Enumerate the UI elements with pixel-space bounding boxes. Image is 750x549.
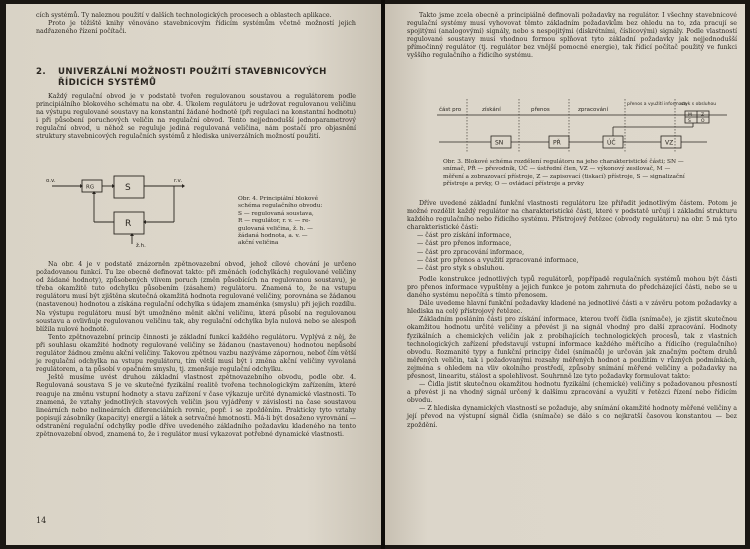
fig4-label-zh: ž.h. bbox=[136, 243, 146, 249]
left-body-text bbox=[36, 261, 356, 439]
page-number: 14 bbox=[36, 516, 47, 525]
fig3-block-z: Z bbox=[701, 113, 705, 118]
right-top-paragraph: Takto jsme zcela obecně a principiálně definovali požadavky na regulátor. I všechny stavebnicové regulační systémy musí vyhovovat těmto základním požadavkům bez ohledu na to, zda pracují se spojitými (analogovými) signály, nebo s nespojitými (diskrétními, číslicovými) signály. Podle vlastností regulované soustavy musí vhodnou formou splňovat tyto základní požadavky jak nejjednodušší přímočinný regulátor (tj. regulátor bez vnější pomocné energie), tak řídicí počítač použitý ve funkci vyššího regulačního a řídicího systému. bbox=[407, 12, 737, 60]
right-page bbox=[385, 4, 745, 545]
fig4-caption-line: Obr. 4. Principiální blokové bbox=[238, 196, 319, 202]
right-paragraph-3: Podle konstrukce jednotlivých typů regulátorů, popřípadě regulačních systémů mohou být části pro přenos informace vypuštěny a jejich funkce je potom zahrnuta do předcházející části, nebo se u daného systému nepočítá s tímto přenosem. bbox=[407, 275, 737, 300]
body-paragraph-2: Tento zpětnovazební princip činnosti je základní funkcí každého regulátoru. Vyplývá z něj, že při souhlasu okamžité hodnoty regulované veličiny se žádanou (nastavenou) hodnotou nepůsobí regulátor žádnou změnu akční veličiny. Takovou zpětnou vazbu nazýváme zápornou, neboť čím větší je regulační odchylka na vstupu regulátoru, tím větší musí být i změna akční veličiny vyvolaná regulátorem, a ta působí v opačném smyslu, tj. zmenšuje regulační odchylku. bbox=[36, 333, 356, 374]
fig3-part-4: zpracování bbox=[578, 107, 609, 113]
left-top-paragraph-1: cích systémů. Ty naleznou použití v dalších technologických procesech a oblastech aplikace. bbox=[36, 12, 332, 19]
section-title-line2: ŘÍDICÍCH SYSTÉMŮ bbox=[58, 78, 157, 88]
fig3-block-sn: SN bbox=[495, 139, 504, 147]
fig3-part-1: část pro bbox=[439, 107, 462, 113]
right-paragraph-5: Základním posláním části pro získání informace, kterou tvoří čidla (snímače), je zjistit skutečnou okamžitou hodnotu určité veličiny a převést ji na signál vhodný pro další zpracování. Hodnoty fyzikálních a chemických veličin jak z probíhajících technologických procesů, tak z vlastních technologických zařízení představují vstupní informace každého měřicího a řídicího (regulačního) obvodu. Rozmanité typy a funkční principy čidel (snímačů) je určován jak značným počtem druhů měřených veličin, tak i požadovanými rozsahy měřených hodnot a použitím v různých podmínkách, zejména s ohledem na vliv okolního prostředí, způsoby snímání měřené veličiny a požadavky na přesnost, linearitu, stálost a spolehlivost. Souhrnně lze tyto požadavky formulovat takto: bbox=[407, 316, 737, 380]
list-item: — část pro styk s obsluhou. bbox=[417, 264, 505, 272]
fig4-caption-line: akční veličina bbox=[238, 240, 279, 247]
fig4-label-r: R bbox=[125, 219, 132, 229]
fig3-block-pr: PŘ bbox=[553, 139, 561, 147]
fig4-label-s: S bbox=[125, 183, 131, 193]
figure-4-caption bbox=[238, 196, 358, 248]
fig4-caption-line: R — regulátor, r. v. — re- bbox=[238, 218, 311, 225]
fig3-block-m: M bbox=[688, 113, 692, 118]
fig4-caption-line: gulovaná veličina, ž. h. — bbox=[238, 225, 313, 232]
final-list-item-1: — Čidla jistit skutečnou okamžitou hodnotu fyzikální (chemické) veličiny s požadovanou přesností a převést ji na vhodný signál určený k dalšímu zpracování a využití v řetězci řízení nebo řídicím obvodu. bbox=[407, 381, 737, 405]
fig4-label-ov: o.v. bbox=[46, 178, 56, 184]
fig3-part-6: styk s obsluhou bbox=[681, 102, 717, 107]
fig4-label-rv: r.v. bbox=[174, 178, 183, 184]
fig3-part-5: přenos a využití informace bbox=[627, 102, 687, 107]
right-paragraph-4: Dále uvedeme hlavní funkční požadavky kladené na jednotlivé části a v závěru potom požadavky a hlediska na celý přístrojový řetězec. bbox=[407, 300, 737, 316]
intro-paragraph: Každý regulační obvod je v podstatě tvořen regulovanou soustavou a regulátorem podle principiálního blokového schématu na obr. 4. Úkolem regulátoru je udržovat regulovanou veličinu na výstupu regulované soustavy na konstantní žádané hodnotě (při regulaci na konstantní hodnotu) i při působení poruchových veličin na regulační obvod. Tento nejjednodušší jednoparametrový regulační obvod, u něhož se reguluje jediná regulovaná veličina, nám postačí pro objasnění struktury stavebnicových regulačních systémů z hlediska univerzálních možností použití. bbox=[36, 93, 356, 141]
left-top-paragraph-2: Proto je těžiště knihy věnováno stavebnicovým řídicím systémům včetně možností jejich nadřazeného řízení počítači. bbox=[36, 20, 356, 36]
left-page bbox=[6, 4, 381, 545]
left-intro-text bbox=[36, 93, 356, 142]
list-item: — část pro přenos informace, bbox=[417, 240, 512, 248]
section-heading bbox=[36, 67, 327, 89]
fig3-block-s: S bbox=[688, 119, 691, 124]
fig4-caption-line: žádaná hodnota, a. v. — bbox=[238, 233, 308, 240]
right-paragraph-2: Dříve uvedené základní funkční vlastnosti regulátoru lze přiřadit jednotlivým částem. Potom je možné rozdělit každý regulátor na charakteristické části, které v podstatě určují i základní strukturu každého regulačního nebo řídicího systému. Přístrojový řetězec (obvody regulátoru) na obr. 5 má tyto charakteristické části: bbox=[407, 200, 737, 232]
figure-3-caption bbox=[443, 159, 739, 189]
fig3-caption-line: Obr. 3. Blokové schéma rozdělení regulátoru na jeho charakteristické části; SN — bbox=[443, 159, 684, 165]
right-body-text bbox=[407, 200, 737, 430]
fig3-caption-line: přístroje a prvky, O — ovládací přístroje a prvky bbox=[443, 181, 584, 188]
fig3-part-2: získání bbox=[482, 107, 501, 113]
list-item: — část pro zpracování informace, bbox=[417, 248, 525, 256]
fig3-block-o: O bbox=[701, 119, 705, 124]
list-item: — část pro získání informace, bbox=[417, 232, 512, 240]
fig3-part-3: přenos bbox=[531, 107, 550, 113]
fig3-block-vz: VZ bbox=[665, 139, 674, 147]
fig4-label-rg: RG bbox=[86, 184, 95, 191]
fig4-caption-line: S — regulovaná soustava, bbox=[238, 210, 314, 217]
body-paragraph-1: Na obr. 4 je v podstatě znázorněn zpětnovazební obvod, jehož cílové chování je určeno požadovanou funkcí. Tu lze obecně definovat takto: při změnách (odchylkách) regulované veličiny od žádané hodnoty), způsobených vlivem poruch (změn působících na regulovanou soustavu), je třeba okamžitě tuto odchylku působením (zásahem) regulátoru. Znamená to, že na vstupu regulátoru musí být zjištěna skutečná okamžitá hodnota regulované veličiny, porovnána se žádanou (nastavenou) hodnotou a získána regulační odchylka s údajem znaménka (smyslu) při jejich rozdílu. Na výstupu regulátoru musí být umožněno měnit akční veličinu, která působí na regulovanou soustavu a ovlivňuje regulovanou veličinu tak, aby regulační odchylka byla nulová nebo se alespoň blížila nulové hodnotě. bbox=[36, 261, 356, 333]
left-top-text bbox=[36, 12, 356, 36]
fig3-block-uc: ÚČ bbox=[607, 139, 616, 147]
fig3-caption-line: měření a zobrazovací přístroje, Z — zapisovací (tiskací) přístroje, S — signalizační bbox=[443, 173, 685, 180]
figure-4-diagram bbox=[34, 172, 234, 252]
right-top-text bbox=[407, 12, 737, 61]
parts-list bbox=[407, 232, 737, 272]
figure-3-diagram bbox=[437, 97, 737, 155]
section-number: 2. bbox=[36, 67, 47, 77]
final-list-item-2: — Z hlediska dynamických vlastností se požaduje, aby snímání okamžité hodnoty měřené veličiny a její převod na výstupní signál čidla (snímače) se dálo s co nejkratší časovou konstantou — bez zpoždění. bbox=[407, 405, 737, 429]
list-item: — část pro přenos a využití zpracované informace, bbox=[417, 256, 579, 264]
body-paragraph-3: Ještě musíme uvést druhou základní vlastnost zpětnovazebního obvodu, podle obr. 4. Regulovaná soustava S je ve skutečné fyzikální realitě tvořena technologickým zařízením, které reaguje na změnu vstupní hodnoty a stavu zařízení v čase výkazuje určité dynamické vlastnosti. To znamená, že vztahy jednotlivých stavových veličin jsou vyjádřeny v závislosti na čase soustavou lineárních nebo nelineárních diferenciálních rovnic, popř. i se zpožděním. Prakticky tyto vztahy popisují zásobníky (kapacity) energií a látek a setrvačné hmotnosti. Má-li být dosaženo vyrovnání — odstranění regulační odchylky podle dříve uvedeného základního požadavku kladeného na tento zpětnovazební obvod, znamená to, že i regulátor musí vykazovat potřebné dynamické vlastnosti. bbox=[36, 374, 356, 438]
fig3-caption-line: snímač, PŘ — převodník, ÚČ — ústřední člen, VZ — výkonový zesilovač, M — bbox=[443, 166, 671, 173]
section-title-line1: UNIVERZÁLNÍ MOŽNOSTI POUŽITÍ STAVEBNICOVÝCH bbox=[58, 67, 327, 77]
fig4-caption-line: schéma regulačního obvodu: bbox=[238, 203, 323, 210]
